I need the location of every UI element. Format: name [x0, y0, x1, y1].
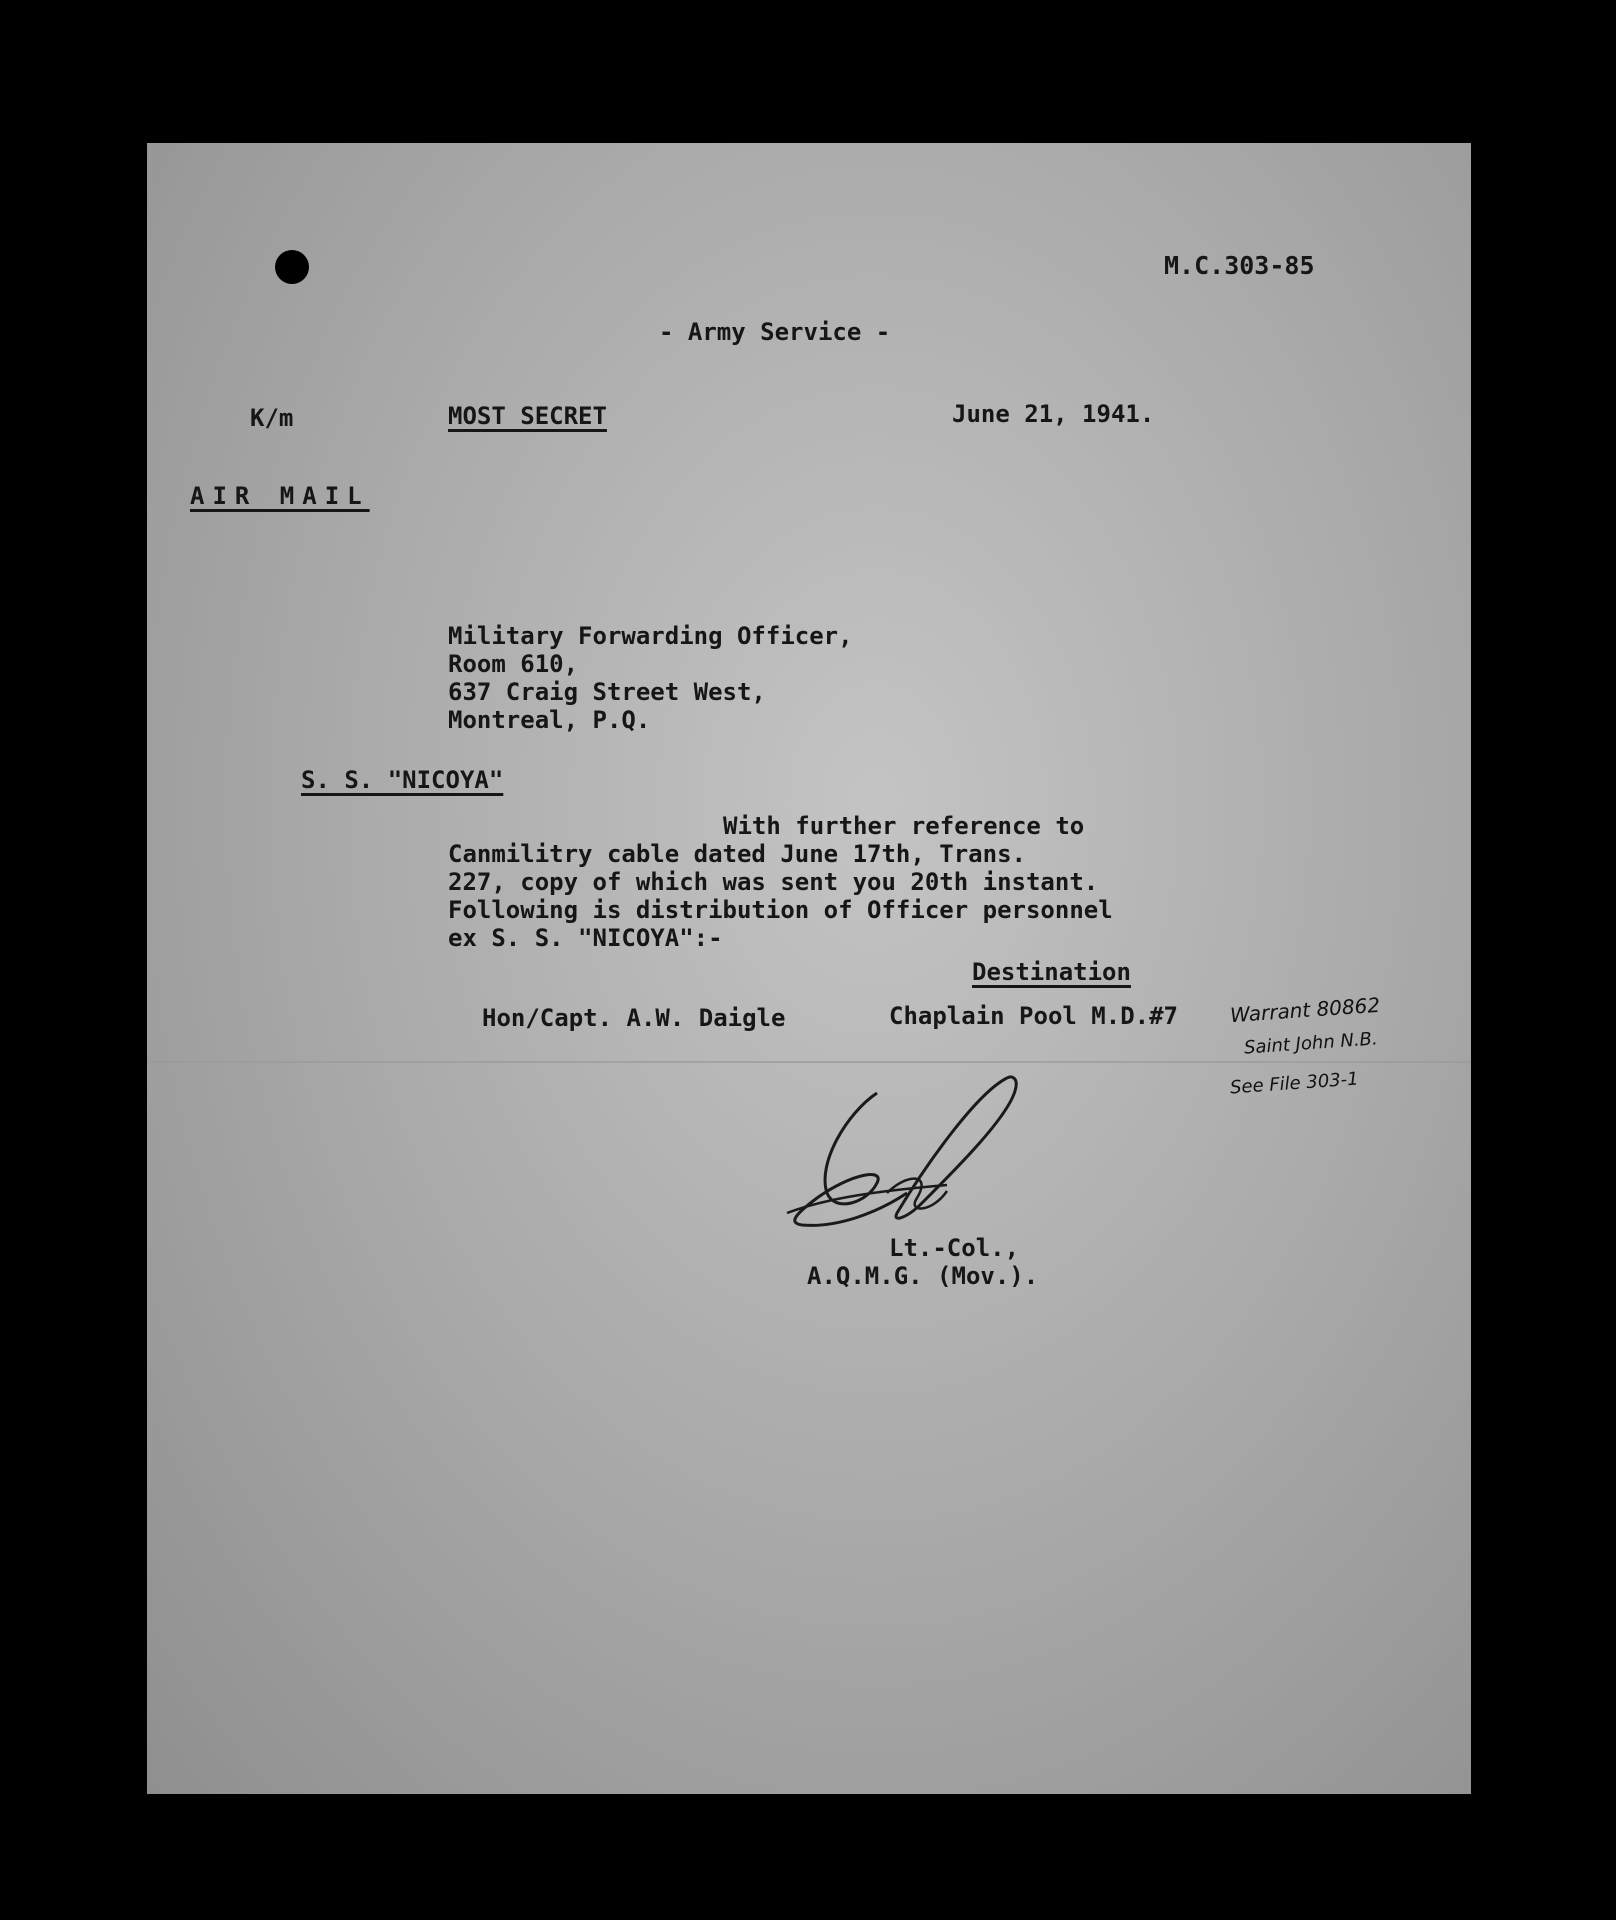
- subject-line: S. S. "NICOYA": [301, 766, 504, 794]
- officer-name: Hon/Capt. A.W. Daigle: [482, 1004, 786, 1032]
- handwritten-note: Saint John N.B.: [1243, 1028, 1379, 1059]
- punch-hole: [275, 250, 309, 284]
- letter-sheet: [147, 143, 1471, 1794]
- classification: MOST SECRET: [448, 402, 607, 430]
- fold-line: [147, 1061, 1471, 1063]
- file-number: M.C.303-85: [1164, 251, 1315, 280]
- signatory-title: A.Q.M.G. (Mov.).: [807, 1262, 1039, 1290]
- delivery-method: AIR MAIL: [190, 482, 370, 510]
- addressee-line: Room 610,: [448, 650, 579, 678]
- body-line: Following is distribution of Officer personnel: [448, 896, 1113, 924]
- signature: [757, 1073, 1057, 1243]
- body-line: Canmilitry cable dated June 17th, Trans.: [448, 840, 1026, 868]
- body-line: 227, copy of which was sent you 20th instant.: [448, 868, 1099, 896]
- destination-header: Destination: [972, 958, 1131, 986]
- body-line: ex S. S. "NICOYA":-: [448, 924, 723, 952]
- handwritten-note: See File 303-1: [1229, 1068, 1360, 1099]
- body-line: With further reference to: [723, 812, 1085, 840]
- letterhead-title: - Army Service -: [659, 318, 891, 346]
- handwritten-note: Warrant 80862: [1229, 992, 1381, 1028]
- officer-destination: Chaplain Pool M.D.#7: [889, 1002, 1178, 1030]
- initials: K/m: [250, 404, 294, 432]
- signatory-rank: Lt.-Col.,: [889, 1234, 1020, 1262]
- letter-date: June 21, 1941.: [952, 400, 1155, 428]
- addressee-line: Montreal, P.Q.: [448, 706, 651, 734]
- addressee-line: 637 Craig Street West,: [448, 678, 766, 706]
- addressee-line: Military Forwarding Officer,: [448, 622, 853, 650]
